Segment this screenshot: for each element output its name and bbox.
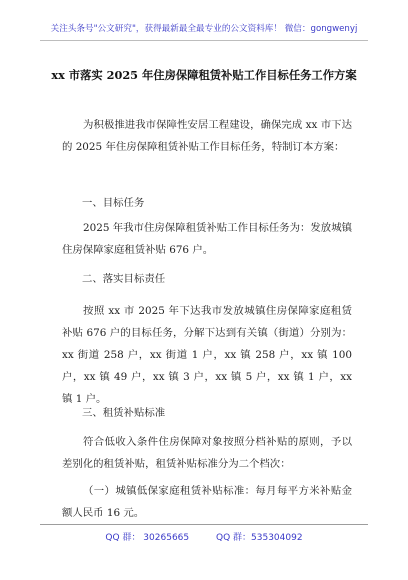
section-heading-responsibility: 二、落实目标责任 [82, 273, 166, 285]
header-divider [40, 40, 368, 41]
section-body-responsibility: 按照 xx 市 2025 年下达我市发放城镇住房保障家庭租赁补贴 676 户的目标任务，分解下达到有关镇（街道）分别为：xx 街道 258 户，xx 街道 1 户，xx 镇 258 户，xx 镇 100 户，xx 镇 49 户，xx 镇 3 户，xx 镇 5 户，xx 镇 1 户，xx 镇 1 户。 [62, 305, 352, 405]
standard-item-1: （一）城镇低保家庭租赁补贴标准：每月每平方米补贴金额人民币 16 元。 [62, 485, 352, 519]
footer-qq-group-2: QQ 群：535304092 [216, 533, 303, 543]
document-title: xx 市落实 2025 年住房保障租赁补贴工作目标任务工作方案 [51, 68, 357, 82]
section-body-targets: 2025 年我市住房保障租赁补贴工作目标任务为：发放城镇住房保障家庭租赁补贴 676 户。 [62, 222, 352, 256]
footer-qq-group-1: QQ 群： 30265665 [105, 533, 190, 543]
section-heading-standards: 三、租赁补贴标准 [82, 407, 166, 419]
header-banner: 关注头条号"公文研究"，获得最新最全最专业的公文资料库！ 微信：gongwenyj [50, 24, 358, 34]
section-body-standards: 符合低收入条件住房保障对象按照分档补贴的原则，予以差别化的租赁补贴，租赁补贴标准分为二个档次： [62, 436, 352, 470]
section-heading-targets: 一、目标任务 [82, 197, 145, 209]
footer-divider [40, 524, 368, 525]
footer [0, 530, 408, 543]
intro-paragraph: 为积极推进我市保障性安居工程建设，确保完成 xx 市下达的 2025 年住房保障租赁补贴工作目标任务，特制订本方案： [62, 119, 352, 153]
